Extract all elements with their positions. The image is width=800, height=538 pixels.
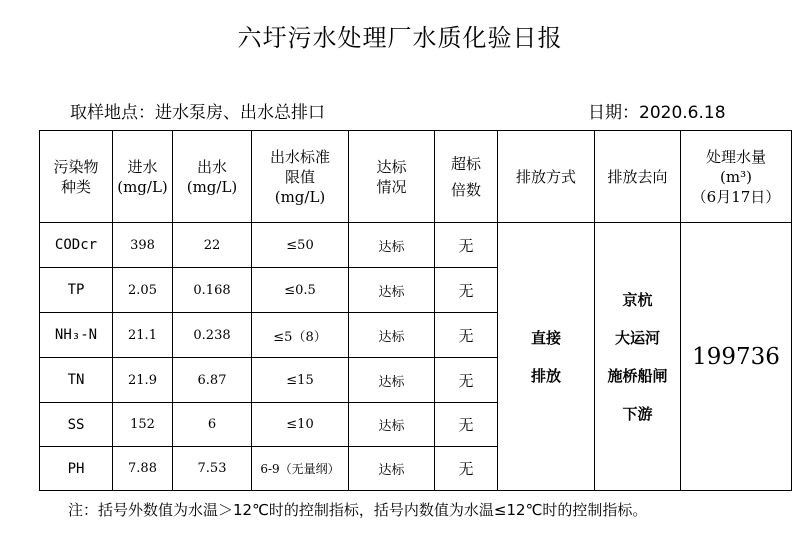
- header-discharge-dest: 排放去向: [595, 131, 681, 223]
- table-header-row: [40, 131, 792, 223]
- over-value: 无: [435, 403, 498, 447]
- header-status: 达标 情况: [349, 131, 435, 223]
- header-limit: 出水标准 限值 (mg/L): [252, 131, 349, 223]
- report-date: 日期：2020.6.18: [588, 103, 726, 123]
- header-pollutant: 污染物 种类: [40, 131, 113, 223]
- over-value: 无: [435, 268, 498, 313]
- status-value: 达标: [349, 268, 435, 313]
- discharge-method-line: 排放: [530, 366, 561, 385]
- header-discharge-method: 排放方式: [498, 131, 595, 223]
- status-value: 达标: [349, 313, 435, 358]
- treated-volume: 199736: [681, 223, 792, 491]
- footnote: 注：括号外数值为水温＞12℃时的控制指标，括号内数值为水温≤12℃时的控制指标。: [68, 501, 648, 519]
- limit-value: ≤15: [252, 358, 349, 403]
- inflow-value: 2.05: [113, 268, 173, 313]
- status-value: 达标: [349, 447, 435, 491]
- discharge-dest-line: 京杭: [622, 290, 653, 309]
- discharge-method-line: 直接: [530, 328, 561, 347]
- over-value: 无: [435, 358, 498, 403]
- inflow-value: 21.9: [113, 358, 173, 403]
- pollutant-name: CODcr: [40, 223, 113, 268]
- status-value: 达标: [349, 358, 435, 403]
- pollutant-name: TN: [40, 358, 113, 403]
- status-value: 达标: [349, 223, 435, 268]
- limit-value: ≤5（8）: [252, 313, 349, 358]
- inflow-value: 152: [113, 403, 173, 447]
- outflow-value: 0.168: [173, 268, 252, 313]
- limit-value: ≤10: [252, 403, 349, 447]
- discharge-destination-cell: [595, 223, 681, 491]
- limit-value: ≤50: [252, 223, 349, 268]
- over-value: 无: [435, 313, 498, 358]
- discharge-dest-line: 下游: [622, 404, 653, 423]
- pollutant-name: SS: [40, 403, 113, 447]
- inflow-value: 398: [113, 223, 173, 268]
- over-value: 无: [435, 223, 498, 268]
- pollutant-name: TP: [40, 268, 113, 313]
- header-outflow: 出水 (mg/L): [173, 131, 252, 223]
- discharge-method-cell: [498, 223, 595, 491]
- pollutant-name: NH₃-N: [40, 313, 113, 358]
- status-value: 达标: [349, 403, 435, 447]
- sampling-location: 取样地点：进水泵房、出水总排口: [70, 103, 325, 123]
- header-volume: 处理水量 (m³) （6月17日）: [681, 131, 792, 223]
- outflow-value: 0.238: [173, 313, 252, 358]
- header-inflow: 进水 (mg/L): [113, 131, 173, 223]
- limit-value: 6-9（无量纲）: [252, 447, 349, 491]
- limit-value: ≤0.5: [252, 268, 349, 313]
- discharge-dest-line: 大运河: [614, 328, 660, 347]
- pollutant-name: PH: [40, 447, 113, 491]
- table-row: [40, 223, 792, 268]
- over-value: 无: [435, 447, 498, 491]
- inflow-value: 21.1: [113, 313, 173, 358]
- report-title: 六圩污水处理厂水质化验日报: [237, 24, 563, 52]
- discharge-dest-line: 施桥船闸: [607, 366, 668, 385]
- water-quality-table: [39, 130, 792, 491]
- outflow-value: 7.53: [173, 447, 252, 491]
- outflow-value: 22: [173, 223, 252, 268]
- outflow-value: 6.87: [173, 358, 252, 403]
- outflow-value: 6: [173, 403, 252, 447]
- header-over: 超标 倍数: [435, 131, 498, 223]
- inflow-value: 7.88: [113, 447, 173, 491]
